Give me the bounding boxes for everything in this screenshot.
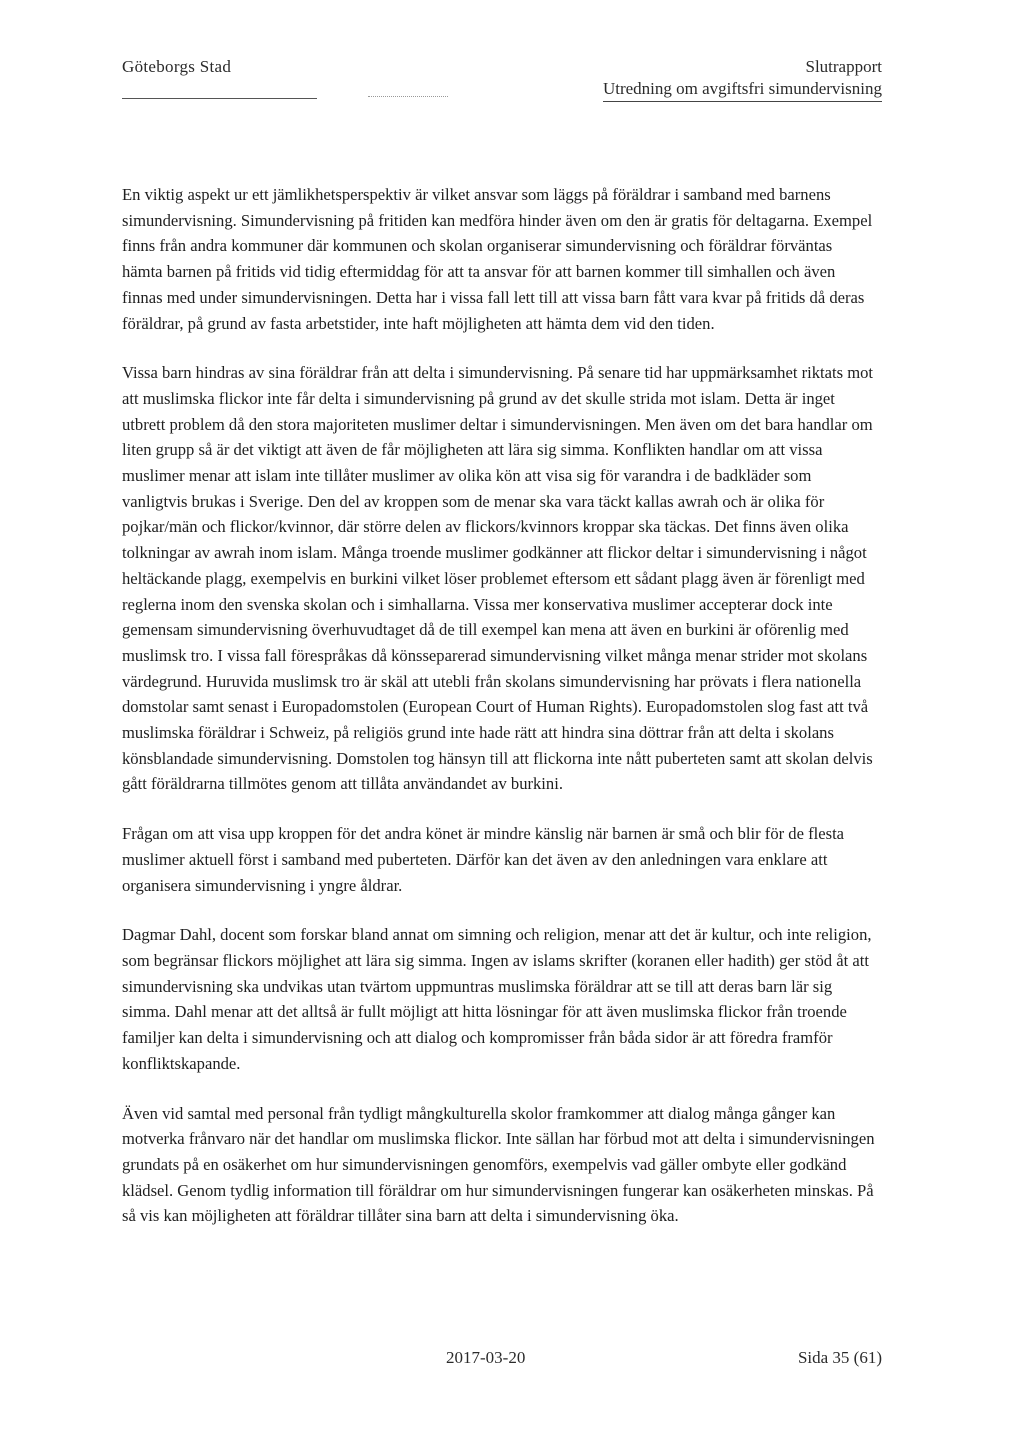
body-text — [122, 182, 876, 1253]
paragraph: En viktig aspekt ur ett jämlikhetsperspektiv är vilket ansvar som läggs på föräldrar i samband med barnens simundervisning. Simundervisning på fritiden kan medföra hinder även om den är gratis för deltagarna. Exempel finns från andra kommuner där kommunen och skolan organiserar simundervisning och föräldrar förväntas hämta barnen på fritids vid tidig eftermiddag för att ta ansvar för att barnen kommer till simhallen och även finnas med under simundervisningen. Detta har i vissa fall lett till att vissa barn fått vara kvar på fritids då deras föräldrar, på grund av fasta arbetstider, inte haft möjligheten att hämta dem vid den tiden. — [122, 185, 873, 333]
header-divider — [122, 98, 317, 99]
footer-date: 2017-03-20 — [446, 1348, 526, 1367]
organization-name: Göteborgs Stad — [122, 57, 232, 76]
paragraph: Dagmar Dahl, docent som forskar bland annat om simning och religion, menar att det är kultur, och inte religion, som begränsar flickors möjlighet att lära sig simma. Ingen av islams skrifter (koranen eller hadith) ger stöd åt att simundervisning ska undvikas utan tvärtom uppmuntras muslimska föräldrar att se till att deras barn lär sig simma. Dahl menar att det alltså är fullt möjligt att hitta lösningar för att även muslimska flickor från troende familjer kan delta i simundervisning och att dialog och kompromisser från båda sidor är att föredra framför konfliktskapande. — [122, 925, 872, 1073]
paragraph: Även vid samtal med personal från tydligt mångkulturella skolor framkommer att dialog många gånger kan motverka frånvaro när det handlar om muslimska flickor. Inte sällan har förbud mot att delta i simundervisningen grundats på en osäkerhet om hur simundervisningen genomförs, exempelvis vad gäller ombyte eller godkänd klädsel. Genom tydlig information till föräldrar om hur simundervisningen fungerar kan osäkerheten minskas. På så vis kan möjligheten att föräldrar tillåter sina barn att delta i simundervisning öka. — [122, 1103, 875, 1226]
header-left — [122, 56, 322, 99]
page-number: Sida 35 (61) — [797, 1348, 882, 1367]
report-type: Slutrapport — [805, 57, 882, 76]
header-divider-fragment — [368, 96, 448, 97]
paragraph: Vissa barn hindras av sina föräldrar från att delta i simundervisning. På senare tid har uppmärksamhet riktats mot att muslimska flickor inte får delta i simundervisning på grund av det skulle strida mot islam. Detta är inget utbrett problem då den stora majoriteten muslimer deltar i simundervisningen. Men även om det bara handlar om liten grupp så är det viktigt att även de får möjligheten att lära sig simma. Konflikten handlar om att vissa muslimer menar att islam inte tillåter muslimer av olika kön att visa sig för varandra i de badkläder som vanligtvis brukas i Sverige. Den del av kroppen som de menar ska vara täckt kallas awrah och är olika för pojkar/män och flickor/kvinnor, där större delen av flickors/kvinnors kroppar ska täckas. Det finns även olika tolkningar av awrah inom islam. Många troende muslimer godkänner att flickor deltar i simundervisning i något heltäckande plagg, exempelvis en burkini vilket löser problemet eftersom ett sådant plagg även är förenligt med reglerna inom den svenska skolan och i simhallarna. Vissa mer konservativa muslimer accepterar dock inte gemensam simundervisning överhuvudtaget då de till exempel kan mena att även en burkini är oförenlig med muslimsk tro. I vissa fall förespråkas då könsseparerad simundervisning vilket många menar strider mot skolans värdegrund. Huruvida muslimsk tro är skäl att utebli från skolans simundervisning har prövats i flera nationella domstolar samt senast i Europadomstolen (European Court of Human Rights). Europadomstolen slog fast att två muslimska föräldrar i Schweiz, på religiös grund inte hade rätt att hindra sina döttrar från att delta i skolans könsblandade simundervisning. Domstolen tog hänsyn till att flickorna inte nått puberteten samt att skolan delvis gått föräldrarna tillmötes genom att tillåta användandet av burkini. — [122, 363, 874, 794]
paragraph: Frågan om att visa upp kroppen för det andra könet är mindre känslig när barnen är små och blir för de flesta muslimer aktuell först i samband med puberteten. Därför kan det även av den anledningen vara enklare att organisera simundervisning i yngre åldrar. — [122, 824, 845, 895]
report-title: Utredning om avgiftsfri simundervisning — [603, 78, 882, 102]
header-right — [603, 56, 882, 102]
